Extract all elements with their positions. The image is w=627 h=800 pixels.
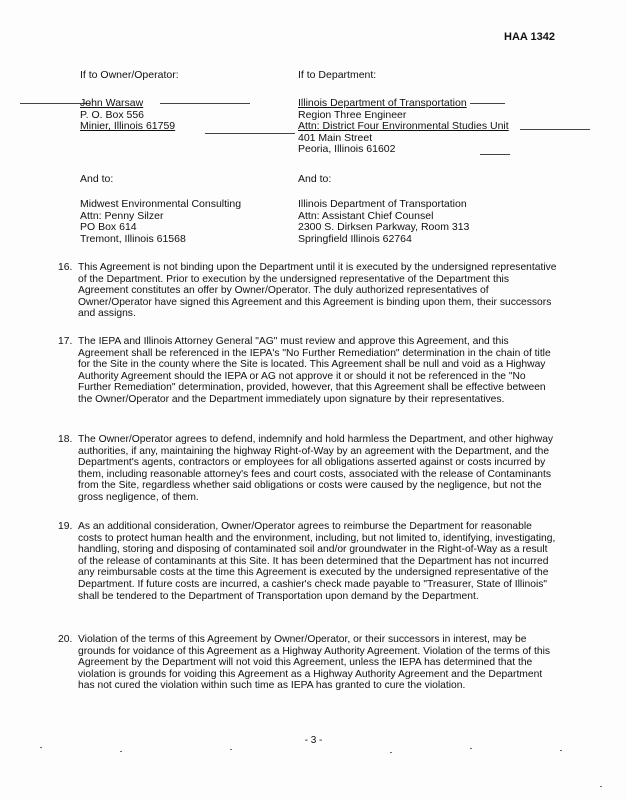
document-id: HAA 1342 bbox=[504, 31, 555, 43]
owner-address-block bbox=[80, 98, 175, 133]
dept-name: Illinois Department of Transportation bbox=[298, 97, 467, 109]
dept2-address-line: Springfield Illinois 62764 bbox=[298, 232, 412, 245]
paragraph-20 bbox=[58, 634, 558, 692]
paragraph-number: 20. bbox=[58, 634, 73, 645]
owner2-address-line: PO Box 614 bbox=[80, 221, 137, 233]
scan-speck bbox=[230, 749, 232, 750]
owner2-address-line: Attn: Penny Silzer bbox=[80, 209, 164, 222]
dept2-address-block bbox=[298, 199, 469, 245]
dept2-address-line: Attn: Assistant Chief Counsel bbox=[298, 209, 434, 222]
paragraph-text: The IEPA and Illinois Attorney General "AG" must review and approve this Agreement, and this Agreement shall be referenced in the IEPA's "No Further Remediation" determination in the chain of title for the Site in the county where the Site is located. This Agreement shall be null and void as a Highway Authority Agreement should the IEPA or AG not approve it or should it not be referenced in the "No Further Remediation" determination, provided, however, that this Agreement shall be effective between the Owner/Operator and the Department immediately upon signature by their representatives. bbox=[78, 336, 551, 405]
paragraph-17 bbox=[58, 336, 558, 406]
page-number: - 3 - bbox=[304, 735, 323, 746]
scan-speck bbox=[560, 750, 562, 751]
paragraph-number: 18. bbox=[58, 434, 73, 445]
paragraph-number: 17. bbox=[58, 336, 73, 347]
dept-address-header: If to Department: bbox=[298, 69, 377, 81]
dept-address-line: 401 Main Street bbox=[298, 131, 373, 144]
scan-speck bbox=[470, 748, 472, 749]
and-to-left: And to: bbox=[80, 173, 114, 185]
scan-speck bbox=[120, 751, 122, 752]
paragraph-number: 19. bbox=[58, 521, 73, 532]
owner2-address-line: Midwest Environmental Consulting bbox=[80, 198, 242, 210]
scan-speck bbox=[40, 747, 42, 748]
scan-speck bbox=[390, 752, 392, 753]
and-to-right: And to: bbox=[298, 173, 332, 185]
dept-address-block bbox=[298, 98, 509, 156]
paragraph-text: Violation of the terms of this Agreement by Owner/Operator, or their successors in interest, may be grounds for voidance of this Agreement as a Highway Authority Agreement. Violation of the terms of this Agreement by the Department will not void this Agreement, unless the IEPA has determined that the violation is grounds for voiding this Agreement as a Highway Authority Agreement and the Department has not cured the violation within such time as IEPA has granted to cure the violation. bbox=[78, 634, 551, 692]
paragraph-number: 16. bbox=[58, 262, 73, 273]
owner-name: John Warsaw bbox=[80, 97, 144, 109]
owner-address-line: P. O. Box 556 bbox=[80, 108, 145, 121]
scan-line-mark bbox=[205, 133, 295, 134]
dept-address-line: Region Three Engineer bbox=[298, 108, 407, 121]
owner-address-line: Minier, Illinois 61759 bbox=[80, 120, 176, 132]
paragraph-16 bbox=[58, 262, 558, 320]
paragraph-text: As an additional consideration, Owner/Operator agrees to reimburse the Department for reasonable costs to protect human health and the environment, including, but not limited to, identifying, investigating, handling, storing and disposing of contaminated soil and/or groundwater in the Right-of-Way as a result of the release of contaminants at this Site. It has been determined that the Department has not incurred any reimbursable costs at the time this Agreement is executed by the undersigned representative of the Department. If future costs are incurred, a cashier's check made payable to "Treasurer, State of Illinois" shall be tendered to the Department of Transportation upon demand by the Department. bbox=[78, 521, 556, 602]
owner2-address-block bbox=[80, 199, 241, 245]
paragraph-18 bbox=[58, 434, 558, 504]
paragraph-text: The Owner/Operator agrees to defend, indemnify and hold harmless the Department, and other highway authorities, if any, maintaining the highway Right-of-Way by an agreement with the Department, and the Department's agents, contractors or employees for all obligations asserted against or costs incurred by them, including reasonable attorney's fees and court costs, associated with the release of Contaminants from the Site, regardless whether said obligations or costs were caused by the negligence, but not the gross negligence, of them. bbox=[78, 434, 554, 503]
paragraph-19 bbox=[58, 521, 558, 602]
dept2-address-line: Illinois Department of Transportation bbox=[298, 198, 467, 210]
owner-address-header: If to Owner/Operator: bbox=[80, 69, 179, 81]
scan-line-mark bbox=[520, 129, 590, 130]
dept-address-line: Peoria, Illinois 61602 bbox=[298, 143, 396, 155]
scan-speck bbox=[600, 786, 602, 787]
dept2-address-line: 2300 S. Dirksen Parkway, Room 313 bbox=[298, 221, 470, 233]
owner2-address-line: Tremont, Illinois 61568 bbox=[80, 232, 186, 245]
paragraph-text: This Agreement is not binding upon the Department until it is executed by the undersigned representative of the Department. Prior to execution by the undersigned representative of the Department this Agreement constitutes an offer by Owner/Operator. The duly authorized representatives of Owner/Operator have signed this Agreement and this Agreement is binding upon them, their successors and assigns. bbox=[78, 262, 557, 320]
dept-address-line: Attn: District Four Environmental Studies Unit bbox=[298, 120, 509, 132]
